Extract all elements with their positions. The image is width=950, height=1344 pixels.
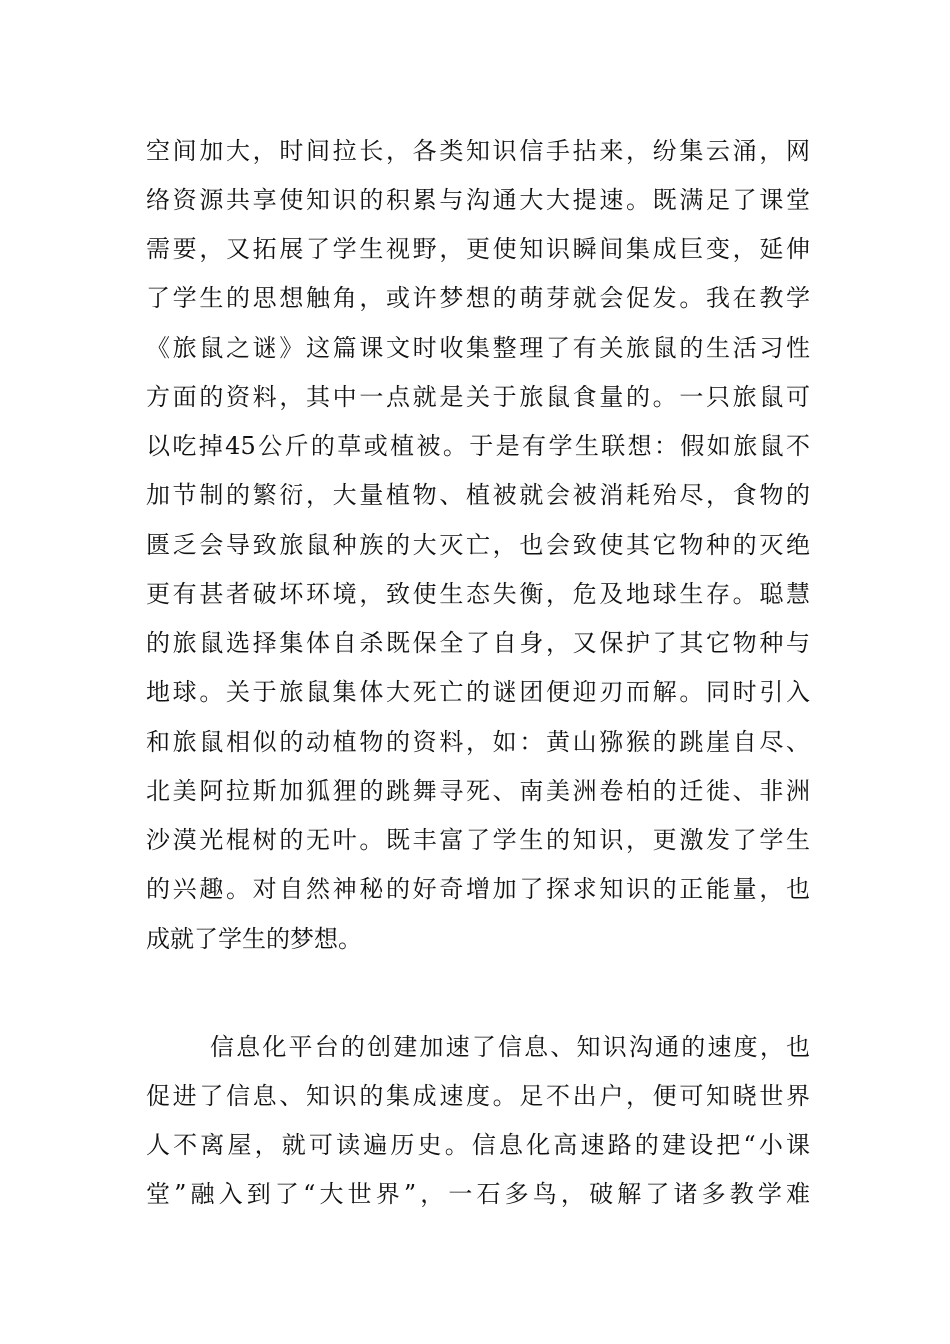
text-line: 《旅鼠之谜》这篇课文时收集整理了有关旅鼠的生活习性 (146, 334, 810, 362)
text-line: 地球。关于旅鼠集体大死亡的谜团便迎刃而解。同时引入 (146, 678, 810, 706)
text-line: 人不离屋，就可读遍历史。信息化高速路的建设把“小课 (146, 1131, 810, 1159)
text-line: 以吃掉45公斤的草或植被。于是有学生联想：假如旅鼠不 (146, 432, 810, 460)
text-line: 北美阿拉斯加狐狸的跳舞寻死、南美洲卷柏的迁徙、非洲 (146, 777, 810, 805)
text-line: 促进了信息、知识的集成速度。足不出户，便可知晓世界 (146, 1082, 810, 1110)
text-line: 的兴趣。对自然神秘的好奇增加了探求知识的正能量，也 (146, 875, 810, 903)
text-line: 空间加大，时间拉长，各类知识信手拈来，纷集云涌，网 (146, 137, 810, 165)
text-line: 络资源共享使知识的积累与沟通大大提速。既满足了课堂 (146, 186, 810, 214)
text-line: 沙漠光棍树的无叶。既丰富了学生的知识，更激发了学生 (146, 826, 810, 854)
text-line: 了学生的思想触角，或许梦想的萌芽就会促发。我在教学 (146, 284, 810, 312)
text-line: 的旅鼠选择集体自杀既保全了自身，又保护了其它物种与 (146, 629, 810, 657)
text-line: 匮乏会导致旅鼠种族的大灭亡，也会致使其它物种的灭绝 (146, 531, 810, 559)
text-line: 方面的资料，其中一点就是关于旅鼠食量的。一只旅鼠可 (146, 383, 810, 411)
text-line: 成就了学生的梦想。 (146, 925, 362, 953)
text-line: 需要，又拓展了学生视野，更使知识瞬间集成巨变，延伸 (146, 235, 810, 263)
text-line: 更有甚者破坏环境，致使生态失衡，危及地球生存。聪慧 (146, 580, 810, 608)
text-line: 信息化平台的创建加速了信息、知识沟通的速度，也 (210, 1033, 810, 1061)
text-line: 加节制的繁衍，大量植物、植被就会被消耗殆尽，食物的 (146, 481, 810, 509)
text-line: 堂”融入到了“大世界”，一石多鸟，破解了诸多教学难 (146, 1180, 810, 1208)
text-line: 和旅鼠相似的动植物的资料，如：黄山猕猴的跳崖自尽、 (146, 728, 810, 756)
